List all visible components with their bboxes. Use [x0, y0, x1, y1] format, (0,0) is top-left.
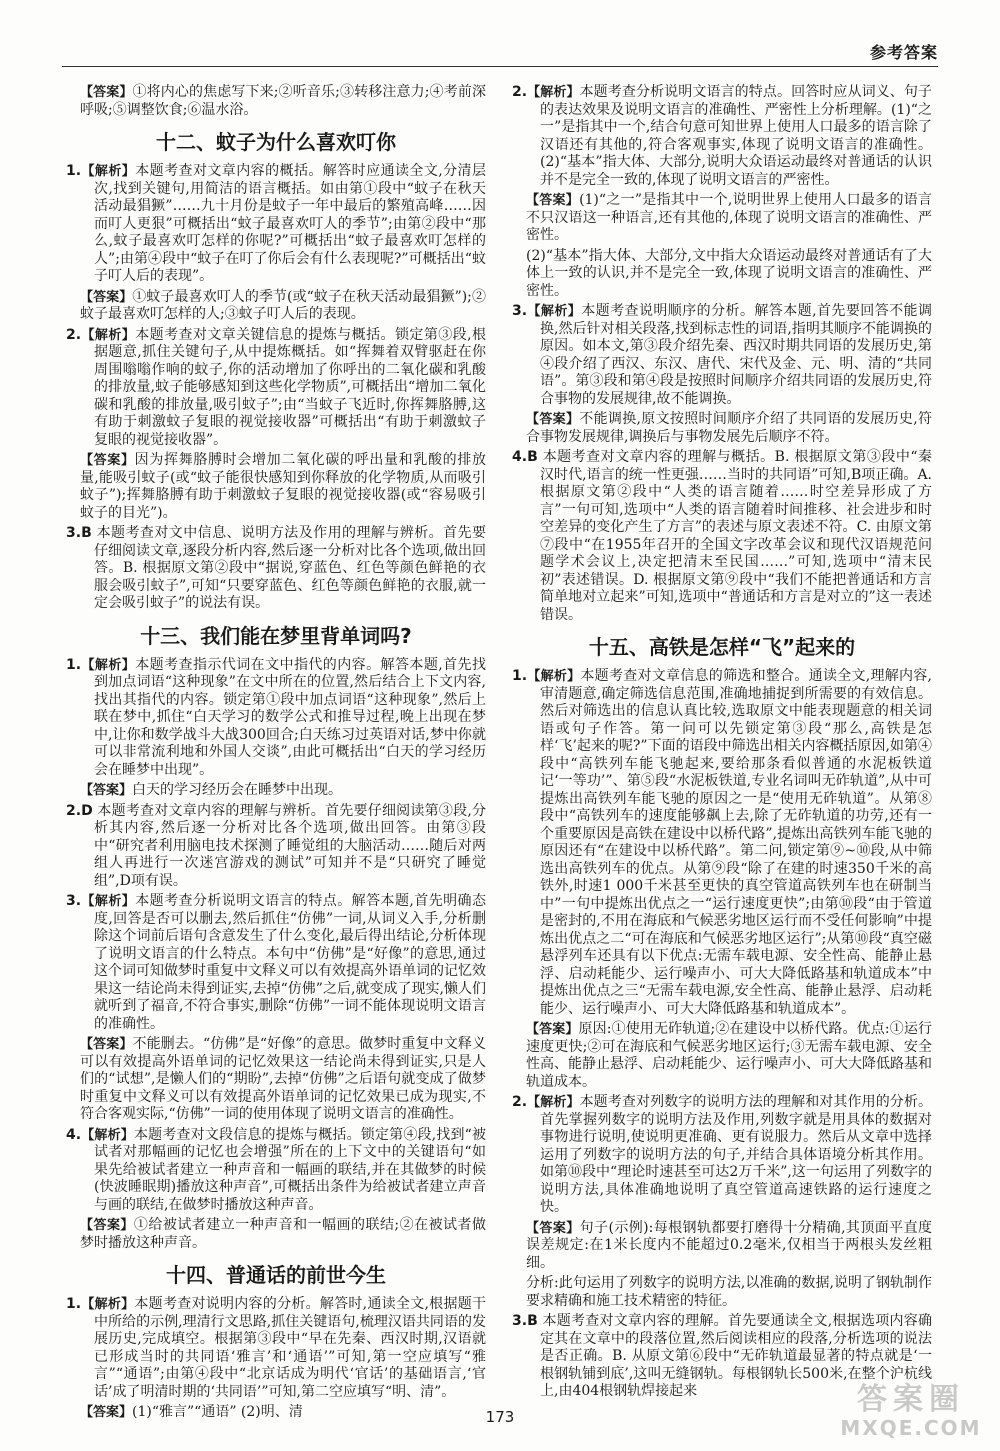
answer-text: 原因:①使用无砟轨道;②在建设中以桥代路。优点:①运行速度更快;②可在海底和气候恶劣地区运行;③无需车载电源、安全性高、能静止悬浮、启动耗能少、运行噪声小、可大大降低路基和轨道成本。 — [526, 1021, 932, 1090]
analysis-tag: 【解析】 — [81, 894, 136, 909]
left-column — [66, 84, 486, 1425]
analysis-text: 本题考查对文章关键信息的提炼与概括。锁定第③段,根据题意,抓住关键句子,从中提炼概括。如“挥舞着双臂驱赶在你周围嗡嗡作响的蚊子,你的活动增加了你呼出的二氧化碳和乳酸的排放量,蚊子能够感知到这些化学物质”,可概括出“增加二氧化碳和乳酸的排放量,吸引蚊子”;由“当蚊子飞近时,你挥舞胳膊,这有助于刺激蚊子复眼的视觉接收器”可概括出“有助于刺激蚊子复眼的视觉接收器”。 — [94, 326, 486, 448]
question-number: 1. — [66, 163, 82, 179]
analysis-text: 本题考查对文章信息的筛选和整合。通读全文,理解内容,审清题意,确定筛选信息范围,准确地捕捉到所需要的有效信息。然后对筛选出的信息认真比较,选取原文中能表现题意的相关词语或句子作答。第一问可以先锁定第③段“那么,高铁是怎样‘飞’起来的呢?”下面的语段中筛选出相关内容概括原因,如第④段中“高铁列车能飞驰起来,要给那条看似普通的水泥板铁道记‘一等功’”、第⑤段“水泥板铁道,专业名词叫无砟轨道”,从中可提炼出高铁列车能飞驰的原因之一是“使用无砟轨道”。从第⑧段中“高铁列车的速度能够飙上去,除了无砟轨道的功劳,还有一个重要原因是高铁在建设中以桥代路”,提炼出高铁列车能飞驰的原因还有“在建设中以桥代路”。第二问,锁定第⑨~⑩段,从中筛选出高铁列车的优点。从第⑨段“除了在建的时速350千米的高铁外,时速1 000千米甚至更快的真空管道高铁列车也在研制当中”一句中提炼出优点之一“运行速度更快”;由第⑩段“由于管道是密封的,不用在海底和气候恶劣地区运行而不受任何影响”中提炼出优点之二“可在海底和气候恶劣地区运行”;从第⑩段“真空磁悬浮列车还具有以下优点:无需车载电源、安全性高、能静止悬浮、启动耗能少、运行噪声小、可大大降低路基和轨道成本”中提炼出优点之三“无需车载电源,安全性高、能静止悬浮、启动耗能少、运行噪声小、可大大降低路基和轨道成本”。 — [540, 668, 933, 1017]
question-item — [512, 668, 932, 1018]
watermark-en: MXQE.COM — [840, 1416, 982, 1440]
analysis-tag: 【解析】 — [81, 657, 136, 673]
answer-tag: 【答案】 — [80, 85, 133, 100]
answer-text: 白天的学习经历会在睡梦中出现。 — [132, 782, 343, 798]
question-item — [66, 327, 486, 450]
watermark-logo — [836, 1383, 986, 1441]
answer-tag: 【答案】 — [80, 289, 133, 305]
question-number: 3. — [512, 1313, 528, 1329]
answer-block — [66, 1036, 486, 1124]
section-title: 十二、蚊子为什么喜欢叮你 — [156, 130, 396, 154]
question-item — [512, 1094, 932, 1217]
answer-text: (1)“雅言”“通语” (2)明、清 — [132, 1404, 303, 1420]
answer-continuation: 分析:此句运用了列数字的说明方法,以准确的数据,说明了钢轨制作要求精确和施工技术精密的特征。 — [526, 1275, 932, 1309]
answer-block — [66, 1217, 486, 1252]
question-item — [66, 657, 486, 780]
question-number: 1. — [512, 668, 528, 684]
analysis-text: 本题考查分析说明文语言的特点。解答本题,首先明确态度,回答是否可以删去,然后抓住“仿佛”一词,从词义入手,分析删除这个词前后语句含意发生了什么变化,最后得出结论,分析体现了说明文语言的什么特点。本句中“仿佛”是“好像”的意思,通过这个词可知做梦时重复中文释义可以有效提高外语单词的记忆效果这一结论尚未得到证实,去掉“仿佛”之后,就变成了现实,懒人们就听到了福音,不符合事实,删除“仿佛”一词不能体现说明文语言的准确性。 — [94, 893, 486, 1032]
analysis-text: 本题考查对文章内容的概括。解答时应通读全文,分清层次,找到关键句,用简洁的语言概括。如由第①段中“蚊子在秋天活动最猖獗”……九十月份是蚊子一年中最后的繁殖高峰……因而叮人更狠”可概括出“蚊子最喜欢叮人的季节”;由第②段中“那么,蚊子最喜欢叮怎样的你呢?”可概括出“蚊子最喜欢叮怎样的人”;由第④段中“蚊子在叮了你后会有什么表现呢?”可概括出“蚊子叮人后的表现”。 — [94, 163, 486, 284]
analysis-text: 本题考查分析说明文语言的特点。回答时应从词义、句子的表达效果及说明文语言的准确性、严密性上分析理解。(1)“之一”是指其中一个,结合句意可知世界上使用人口最多的语言除了汉语还有其他的,符合客观事实,体现了说明文语言的准确性。(2)“基本”指大体、大部分,说明大众语运动最终对普通话的认识并不是完全一致的,体现了说明文语言的严密性。 — [540, 84, 932, 188]
analysis-text: 本题考查对文章内容的理解与概括。B. 根据原文第③段中“秦汉时代,语言的统一性更强……当时的共同语”可知,B项正确。A. 根据原文第②段中“人类的语言随着……时空差异形成了方言”一句可知,选项中“人类的语言随着时间推移、社会进步和时空差异的变化产生了方言”的表述与原文表述不符。C. 由原文第⑦段中“在1955年召开的全国文字改革会议和现代汉语规范问题学术会议上,决定把清末至民国……”可知,选项中“清末民初”表述错误。D. 根据原文第⑨段中“我们不能把普通话和方言简单地对立起来”可知,选项中“普通话和方言是对立的”这一表述错误。 — [540, 449, 932, 623]
analysis-tag: 【解析】 — [81, 1127, 134, 1143]
answer-tag: 【答案】 — [80, 783, 133, 798]
answer-text: 句子(示例):每根钢轨都要打磨得十分精确,其顶面平直度误差规定:在1米长度内不能超过0.2毫米,仅相当于两根头发丝粗细。 — [526, 1219, 932, 1271]
choice-answer: B — [81, 525, 92, 541]
answer-text: 不能删去。“仿佛”是“好像”的意思。做梦时重复中文释义可以有效提高外语单词的记忆效果这一结论尚未得到证实,只是人们的“试想”,是懒人们的“期盼”,去掉“仿佛”之后语句就变成了做梦时重复中文释义可以有效提高外语单词的记忆效果已成为现实,不符合客观实际,“仿佛”一词的使用体现了说明文语言的准确性。 — [80, 1036, 486, 1122]
question-number: 1. — [66, 656, 82, 673]
analysis-text: 本题考查对文中信息、说明方法及作用的理解与辨析。首先要仔细阅读文章,逐段分析内容,然后逐一分析对比各个选项,做出回答。B. 根据原文第②段中“据说,穿蓝色、红色等颜色鲜艳的衣服会吸引蚊子”,可知“只要穿蓝色、红色等颜色鲜艳的衣服,就一定会吸引蚊子”的说法有误。 — [94, 525, 486, 611]
analysis-text: 本题考查对文章内容的理解与辨析。首先要仔细阅读第③段,分析其内容,然后逐一分析对比各个选项,做出回答。由第③段中“研究者利用脑电技术探测了睡觉组的大脑活动……随后对两组人再进行一次迷宫游戏的测试”可知并不是“只研究了睡觉组”,D项有误。 — [94, 802, 487, 889]
question-item — [66, 1296, 486, 1401]
answer-text: 不能调换,原文按照时间顺序介绍了共同语的发展历史,符合事物发展规律,调换后与事物发展先后顺序不符。 — [526, 411, 932, 445]
question-number: 4. — [66, 1126, 82, 1143]
answer-tag: 【答案】 — [526, 412, 580, 427]
answer-block — [66, 289, 486, 324]
answer-tag: 【答案】 — [526, 1022, 579, 1037]
question-number: 4. — [512, 449, 528, 465]
right-column — [512, 84, 932, 1404]
answer-text: ①将内心的焦虑写下来;②听音乐;③转移注意力;④考前深呼吸;⑤调整饮食;⑥温水浴。 — [80, 84, 486, 118]
analysis-tag: 【解析】 — [527, 1095, 580, 1110]
answer-text: ①蚊子最喜欢叮人的季节(或“蚊子在秋天活动最猖獗”);②蚊子最喜欢叮怎样的人;③蚊子叮人后的表现。 — [80, 288, 486, 322]
page-header-title: 参考答案 — [869, 43, 938, 62]
answer-block — [512, 411, 932, 446]
question-item — [512, 303, 932, 408]
answer-text: ①给被试者建立一种声音和一幅画的联结;②在被试者做梦时播放这种声音。 — [80, 1217, 486, 1251]
page-number: 173 — [485, 1408, 515, 1426]
analysis-tag: 【解析】 — [81, 327, 136, 343]
analysis-text: 本题考查对说明内容的分析。解答时,通读全文,根据题干中所给的示例,理清行文思路,抓住关键语句,梳理汉语共同语的发展历史,完成填空。根据第③段中“早在先秦、西汉时期,汉语就已形成当时的共同语‘雅言’和‘通语’”可知,第一空应填写“雅言”“通语”;由第④段中“北京话成为明代‘官话’的基础语言,‘官话’成了明清时期的‘共同语’”可知,第二空应填写“明、清”。 — [94, 1296, 486, 1400]
analysis-text: 本题考查说明顺序的分析。解答本题,首先要回答不能调换,然后针对相关段落,找到标志性的词语,指明其顺序不能调换的原因。如本文,第③段介绍先秦、西汉时期共同语的发展历史,第④段介绍了西汉、东汉、唐代、宋代及金、元、明、清的“共同语”。第③段和第④段是按照时间顺序介绍共同语的发展历史,符合事物的发展规律,故不能调换。 — [540, 303, 932, 407]
answer-block — [512, 192, 932, 245]
question-item — [512, 84, 932, 189]
answer-block — [512, 1021, 932, 1091]
answer-tag: 【答案】 — [80, 1037, 133, 1052]
analysis-tag: 【解析】 — [527, 669, 581, 684]
choice-answer: B — [527, 1313, 538, 1329]
choice-answer: B — [527, 449, 538, 465]
analysis-tag: 【解析】 — [81, 164, 136, 179]
question-number: 1. — [66, 1296, 82, 1312]
question-number: 2. — [512, 84, 528, 100]
question-item — [66, 525, 486, 613]
section-title: 十五、高铁是怎样“飞”起来的 — [588, 635, 856, 659]
answer-block — [66, 782, 486, 800]
question-number: 2. — [66, 802, 82, 819]
answer-tag: 【答案】 — [80, 1218, 134, 1233]
answer-block — [512, 1220, 932, 1273]
question-item — [66, 163, 486, 286]
section-title: 十三、我们能在梦里背单词吗? — [140, 623, 412, 648]
answer-tag: 【答案】 — [80, 453, 135, 468]
analysis-text: 本题考查指示代词在文中指代的内容。解答本题,首先找到加点词语“这种现象”在文中所在的位置,然后结合上下文内容,找出其指代的内容。锁定第①段中加点词语“这种现象”,然后上联在梦中,抓住“白天学习的数学公式和推导过程,晚上出现在梦中,让你和数学战斗大战300回合;白天练习过英语对话,梦中你就可以非常流利地和外国人交谈”,由此可概括出“白天的学习经历会在睡梦中出现”。 — [94, 656, 486, 778]
analysis-text: 本题考查对列数字的说明方法的理解和对其作用的分析。首先掌握列数字的说明方法及作用,列数字就是用具体的数据对事物进行说明,使说明更准确、更有说服力。然后从文章中选择运用了列数字的说明方法的句子,并结合具体语境分析其作用。如第⑩段中“理论时速甚至可达2万千米”,这一句运用了列数字的说明方法,具体准确地说明了真空管道高速铁路的运行速度之快。 — [540, 1094, 932, 1215]
question-number: 2. — [66, 326, 82, 343]
answer-tag: 【答案】 — [526, 1220, 580, 1236]
answer-text: 因为挥舞胳膊时会增加二氧化碳的呼出量和乳酸的排放量,能吸引蚊子(或“蚊子能很快感知到你释放的化学物质,从而吸引蚊子”);挥舞胳膊有助于刺激蚊子复眼的视觉接收器(或“容易吸引蚊子的目光”)。 — [80, 452, 486, 521]
question-item — [66, 1127, 486, 1215]
section-title: 十四、普通话的前世今生 — [166, 1263, 386, 1287]
analysis-tag: 【解析】 — [527, 85, 580, 100]
answer-block — [66, 452, 486, 522]
question-item — [66, 893, 486, 1033]
analysis-tag: 【解析】 — [527, 304, 582, 319]
answer-tag: 【答案】 — [80, 1405, 133, 1420]
answer-tag: 【答案】 — [526, 193, 580, 208]
choice-answer: D — [81, 802, 93, 819]
watermark-cn: 答案圈 — [857, 1382, 965, 1417]
analysis-text: 本题考查对文段信息的提炼与概括。锁定第④段,找到“被试者对那幅画的记忆也会增强”所在的上下文中的关键语句“如果先给被试者建立一种声音和一幅画的联结,并在其做梦的时候(快波睡眠期)播放这种声音”,可概括出条件为给被试者建立声音与画的联结,在做梦时播放这种声音。 — [94, 1126, 486, 1213]
answer-block — [66, 84, 486, 119]
answer-text: (1)“之一”是指其中一个,说明世界上使用人口最多的语言不只汉语这一种语言,还有其他的,体现了说明文语言的准确性、严密性。 — [526, 192, 932, 243]
question-number: 3. — [66, 525, 82, 541]
question-number: 3. — [66, 893, 82, 909]
question-item — [66, 803, 486, 891]
header-divider — [62, 66, 938, 67]
answer-continuation: (2)“基本”指大体、大部分,文中指大众语运动最终对普通话有了大体上一致的认识,并不是完全一致,体现了说明文语言的准确性、严密性。 — [526, 247, 932, 299]
question-item — [512, 449, 932, 624]
question-number: 3. — [512, 303, 528, 319]
analysis-text: 本题考查对文章内容的理解。首先要通读全文,根据选项内容确定其在文章中的段落位置,然后阅读相应的段落,分析选项的说法是否正确。B. 从原文第⑥段中“无砟轨道最显著的特点就是‘一根钢轨铺到底’,这叫无缝钢轨。每根钢轨长500米,在整个沪杭线上,由404根钢轨焊接起来 — [540, 1313, 932, 1399]
question-number: 2. — [512, 1094, 528, 1110]
analysis-tag: 【解析】 — [81, 1297, 135, 1312]
